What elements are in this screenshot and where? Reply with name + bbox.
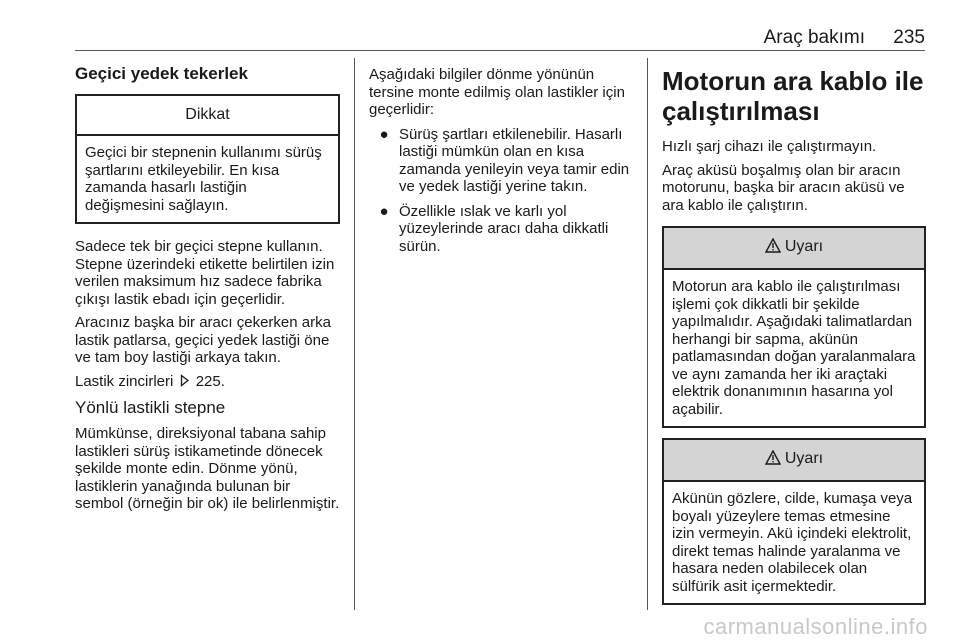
list-item-text: Özellikle ıslak ve karlı yol yüzeylerinde aracı daha dikkatli sürün. — [399, 202, 609, 255]
paragraph-intro: Aşağıdaki bilgiler dönme yönünün tersine monte edilmiş olan lastikler için geçerlidir: — [369, 66, 625, 118]
reference-page-link[interactable]: 225. — [195, 372, 225, 390]
list-item — [369, 126, 631, 196]
warning-box-body — [664, 270, 924, 426]
caution-box-title: Dikkat — [77, 96, 338, 136]
paragraph-reference — [75, 373, 340, 392]
heading-jump-start: Motorun ara kablo ile çalıştırılması — [662, 66, 924, 126]
column-right — [662, 66, 926, 605]
list-item-text: Sürüş şartları etkilenebilir. Hasarlı lastiği mümkün olan en kısa zamanda yenileyin veya tamir edin ve yedek lastiği yerine takın. — [399, 125, 630, 195]
caution-box — [75, 94, 340, 224]
warning-box-header — [664, 228, 924, 270]
paragraph: Araç aküsü boşalmış olan bir aracın motorunu, başka bir aracın aküsü ve ara kablo ile çalıştırın. — [662, 161, 905, 214]
warning-box — [662, 438, 926, 605]
warning-text: Akünün gözlere, cilde, kumaşa veya boyalı yüzeylere temas etmesine izin vermeyin. Akü içindeki elektrolit, direkt temas halinde yaralanma ve hasara neden olabilecek olan sülfürik asit içermektedir. — [672, 490, 913, 595]
column-divider — [354, 58, 355, 610]
warning-box-header — [664, 440, 924, 482]
column-left — [75, 62, 340, 519]
bullet-icon: ● — [379, 202, 389, 220]
column-middle — [369, 66, 631, 255]
warning-box-title: Uyarı — [784, 450, 824, 467]
paragraph: Hızlı şarj cihazı ile çalıştırmayın. — [662, 138, 877, 155]
caution-text: Geçici bir stepnenin kullanımı sürüş şartlarını etkileyebilir. En kısa zamanda hasarlı lastiğin değişmesini sağlayın. — [85, 144, 322, 214]
caution-box-body — [77, 136, 338, 222]
warning-text: Motorun ara kablo ile çalıştırılması işlemi çok dikkatli bir şekilde yapılmalıdır. Aşağıdaki talimatlardan herhangi bir sapma, akünün patlamasından doğan yaralanmalara ve aynı zamanda her iki araçtaki elektrik donanımının hasarına yol açabilir. — [672, 278, 916, 418]
paragraph: Aracınız başka bir aracı çekerken arka lastik patlarsa, geçici yedek lastiği öne ve tam boy lastiği arkaya takın. — [75, 314, 331, 366]
section-title: Araç bakımı — [763, 27, 865, 48]
page-header — [75, 26, 925, 51]
warning-box-body — [664, 482, 924, 603]
bullet-icon: ● — [379, 125, 389, 143]
paragraph: Sadece tek bir geçici stepne kullanın. Stepne üzerindeki etikette belirtilen izin verilen maksimum hız sadece fabrika çıkışı lastik ebadı için geçerlidir. — [75, 238, 335, 308]
heading-spare-wheel: Geçici yedek tekerlek — [75, 64, 248, 83]
column-divider — [647, 58, 648, 610]
list-item — [369, 203, 631, 256]
watermark: carmanualsonline.info — [703, 614, 928, 639]
page-number: 235 — [893, 27, 925, 48]
warning-triangle-icon — [765, 450, 781, 471]
warning-box — [662, 226, 926, 428]
reference-text: Lastik zincirleri — [75, 372, 174, 390]
warning-triangle-icon — [765, 238, 781, 259]
page-reference-arrow-icon — [180, 374, 190, 392]
warning-box-title: Uyarı — [784, 238, 824, 255]
paragraph: Mümkünse, direksiyonal tabana sahip lastikleri sürüş istikametinde dönecek şekilde monte edin. Dönme yönü, lastiklerin yanağında bulunan bir sembol (örneğin bir ok) ile belirlenmiştir. — [75, 425, 340, 512]
subheading-directional: Yönlü lastikli stepne — [75, 398, 226, 417]
